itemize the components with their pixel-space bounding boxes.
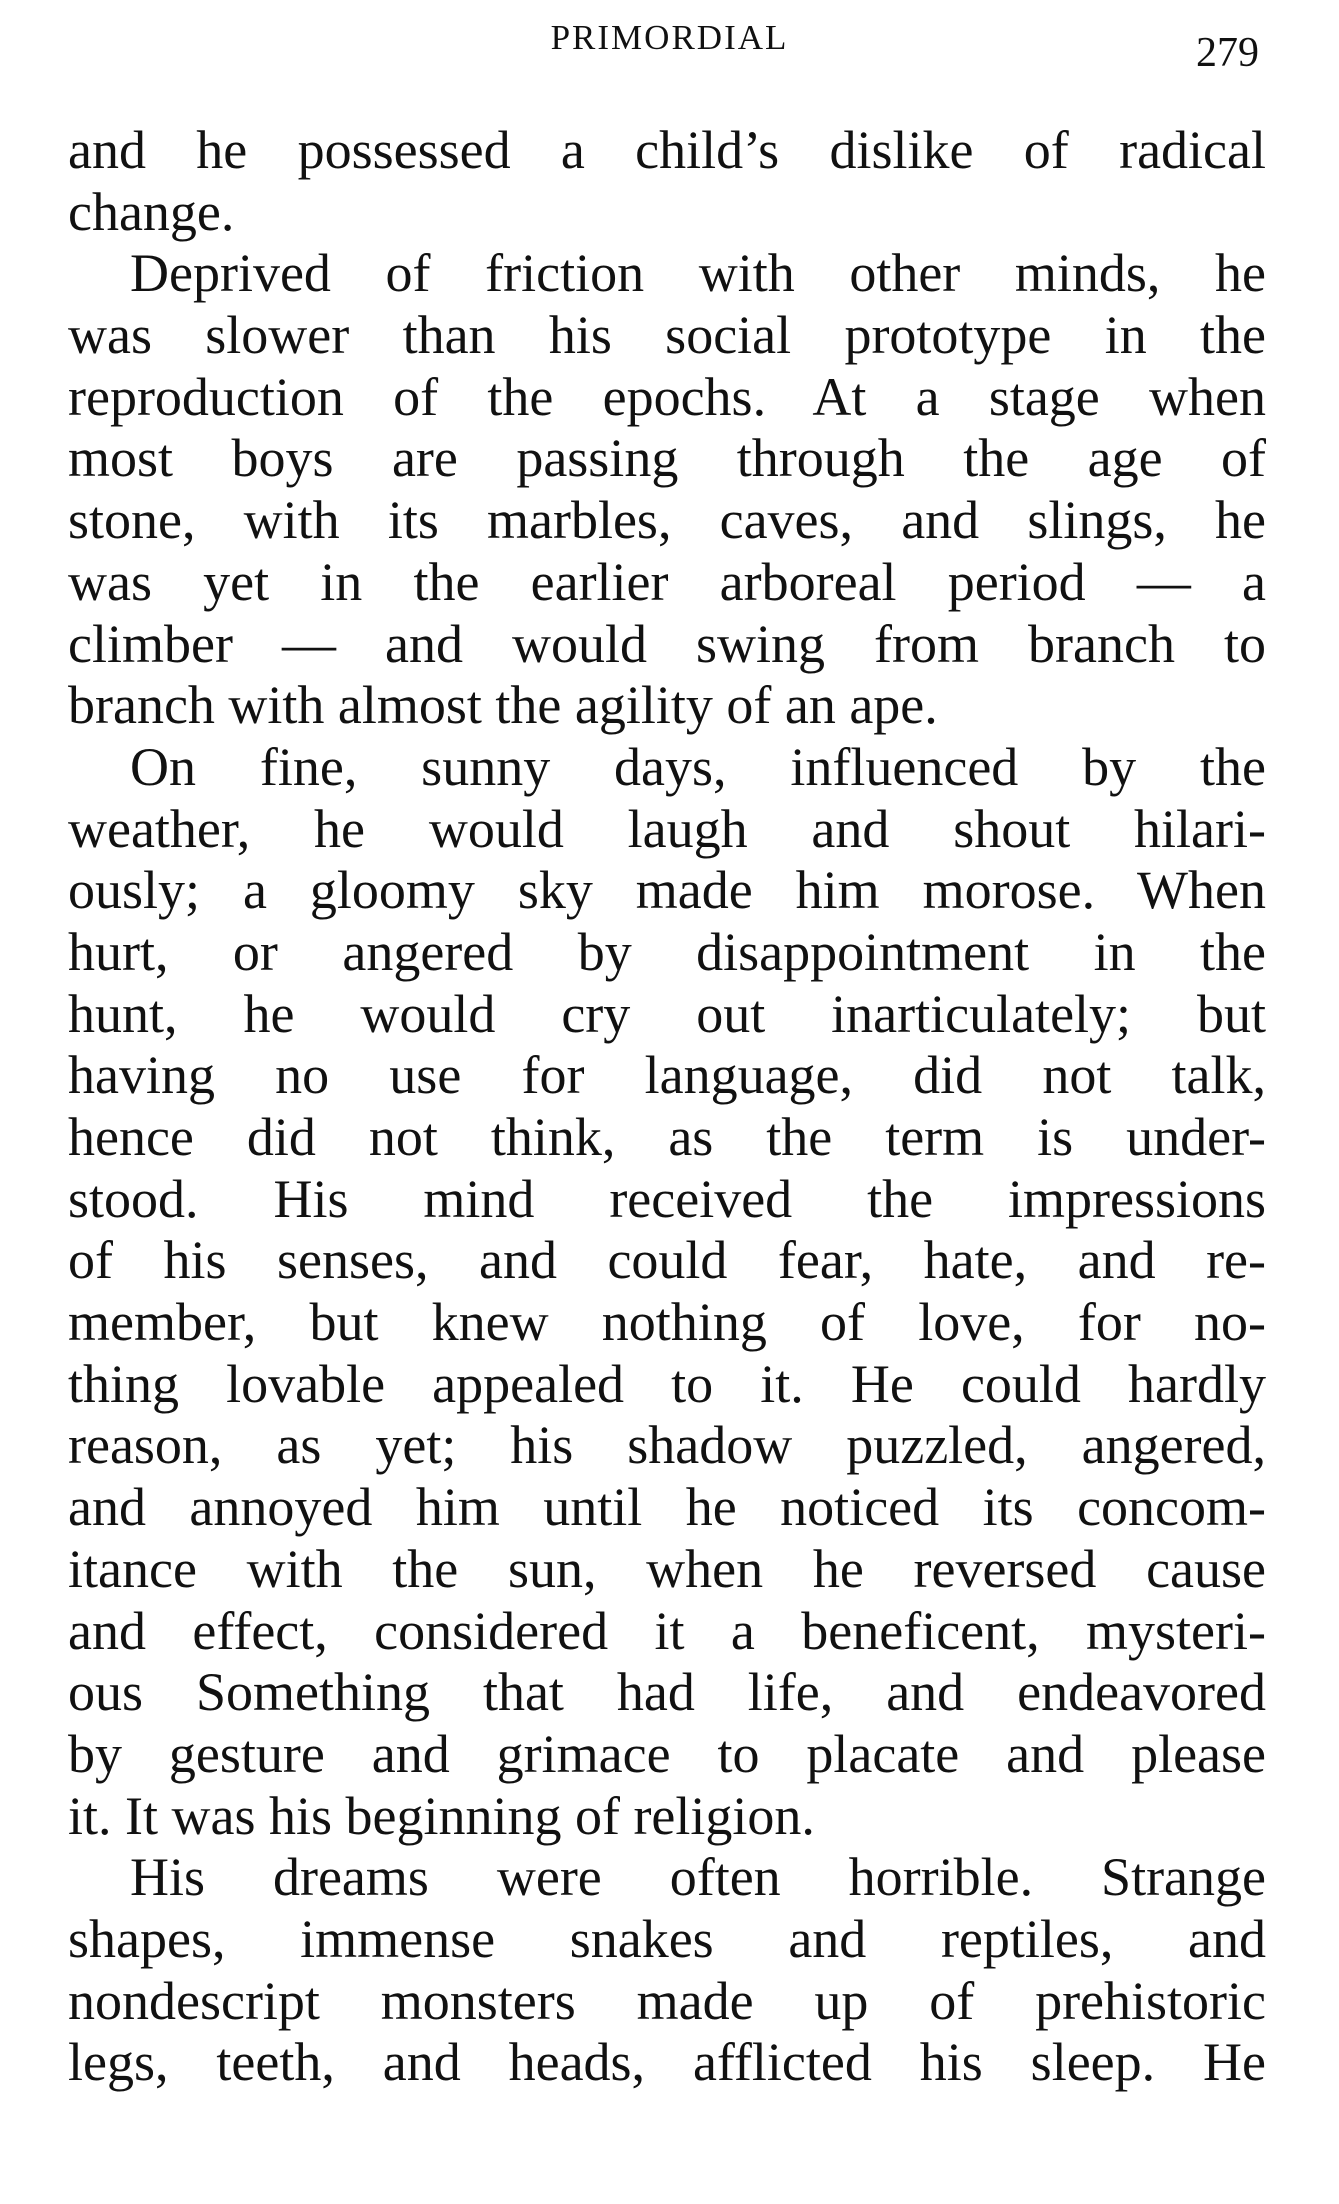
- text-line: and annoyed him until he noticed its concom-: [68, 1477, 1266, 1538]
- text-line: climber — and would swing from branch to: [68, 613, 1266, 674]
- text-line: it. It was his beginning of religion.: [68, 1785, 815, 1846]
- body-text: [68, 120, 1266, 2094]
- text-line: was yet in the earlier arboreal period — a: [68, 551, 1266, 612]
- text-line: branch with almost the agility of an ape.: [68, 675, 938, 736]
- text-line: ously; a gloomy sky made him morose. When: [68, 860, 1266, 921]
- text-line: and he possessed a child’s dislike of radical: [68, 120, 1266, 180]
- text-line: itance with the sun, when he reversed cause: [68, 1538, 1266, 1599]
- text-line: legs, teeth, and heads, afflicted his sleep. He: [68, 2032, 1266, 2093]
- text-line: member, but knew nothing of love, for no-: [68, 1292, 1266, 1353]
- text-line: having no use for language, did not talk,: [68, 1045, 1266, 1106]
- text-line: hence did not think, as the term is under-: [68, 1107, 1266, 1167]
- text-line: hunt, he would cry out inarticulately; but: [68, 983, 1266, 1044]
- text-line: thing lovable appealed to it. He could hardly: [68, 1353, 1266, 1414]
- text-line: change.: [68, 181, 235, 242]
- running-title: PRIMORDIAL: [550, 18, 789, 57]
- text-line: by gesture and grimace to placate and please: [68, 1723, 1266, 1784]
- paragraph-start-line: On fine, sunny days, influenced by the: [130, 736, 1266, 797]
- paragraph-start-line: Deprived of friction with other minds, he: [130, 243, 1266, 304]
- text-line: shapes, immense snakes and reptiles, and: [68, 1908, 1266, 1969]
- text-line: weather, he would laugh and shout hilari-: [68, 798, 1266, 859]
- text-line: and effect, considered it a beneficent, mysteri-: [68, 1600, 1266, 1661]
- text-line: nondescript monsters made up of prehistoric: [68, 1970, 1266, 2031]
- paragraph-start-line: His dreams were often horrible. Strange: [130, 1847, 1266, 1908]
- text-line: of his senses, and could fear, hate, and re-: [68, 1230, 1266, 1291]
- text-line: reproduction of the epochs. At a stage when: [68, 366, 1266, 427]
- text-line: hurt, or angered by disappointment in the: [68, 921, 1266, 982]
- text-line: stood. His mind received the impressions: [68, 1168, 1266, 1229]
- text-line: stone, with its marbles, caves, and slings, he: [68, 490, 1266, 551]
- text-line: reason, as yet; his shadow puzzled, angered,: [68, 1415, 1266, 1476]
- page-number: 279: [1196, 30, 1259, 76]
- text-line: ous Something that had life, and endeavored: [68, 1662, 1266, 1723]
- text-line: most boys are passing through the age of: [68, 428, 1266, 489]
- text-line: was slower than his social prototype in the: [68, 305, 1266, 366]
